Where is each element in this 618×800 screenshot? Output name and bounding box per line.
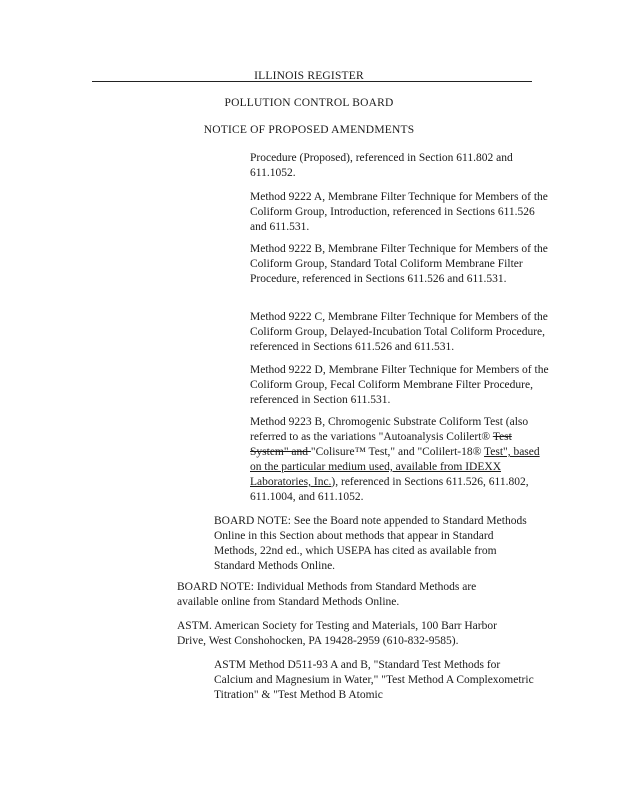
astm-method-entry: ASTM Method D511-93 A and B, "Standard Test Methods for Calcium and Magnesium in Water," "Test Method A Complexometric Titration" & "Test Method B Atomic bbox=[214, 659, 534, 701]
method-9223b-text-1: Method 9223 B, Chromogenic Substrate Coliform Test (also referred to as the variations "Autoanalysis Colilert® bbox=[250, 416, 529, 443]
method-9222a-entry: Method 9222 A, Membrane Filter Technique for Members of the Coliform Group, Introduction, referenced in Sections 611.526 and 611.531. bbox=[250, 191, 548, 233]
board-note-2: BOARD NOTE: Individual Methods from Standard Methods are available online from Standard Methods Online. bbox=[177, 581, 477, 608]
board-title: POLLUTION CONTROL BOARD bbox=[224, 97, 394, 109]
notice-title: NOTICE OF PROPOSED AMENDMENTS bbox=[203, 124, 415, 136]
struck-text: Test System" and bbox=[250, 431, 512, 458]
procedure-entry: Procedure (Proposed), referenced in Section 611.802 and 611.1052. bbox=[250, 152, 513, 179]
method-9223b-text-2: "Colisure™ Test," and "Colilert-18® bbox=[310, 446, 485, 458]
register-title: ILLINOIS REGISTER bbox=[254, 70, 364, 82]
method-9222c-entry: Method 9222 C, Membrane Filter Technique for Members of the Coliform Group, Delayed-Incubation Total Coliform Procedure, referenced in Sections 611.526 and 611.531. bbox=[250, 311, 548, 353]
inserted-text: Test", based on the particular medium used, available from IDEXX Laboratories, Inc. bbox=[250, 446, 540, 488]
method-9222b-entry: Method 9222 B, Membrane Filter Technique for Members of the Coliform Group, Standard Total Coliform Membrane Filter Procedure, referenced in Sections 611.526 and 611.531. bbox=[250, 243, 548, 285]
board-note-1: BOARD NOTE: See the Board note appended to Standard Methods Online in this Section about methods that appear in Standard Methods, 22nd ed., which USEPA has cited as available from Standard Methods Online. bbox=[214, 515, 527, 572]
astm-entry: ASTM. American Society for Testing and Materials, 100 Barr Harbor Drive, West Conshohocken, PA 19428-2959 (610-832-9585). bbox=[177, 620, 497, 647]
method-9223b-entry bbox=[250, 415, 550, 505]
method-9223b-text-3: ), referenced in Sections 611.526, 611.802, 611.1004, and 611.1052. bbox=[250, 476, 529, 503]
method-9222d-entry: Method 9222 D, Membrane Filter Technique for Members of the Coliform Group, Fecal Coliform Membrane Filter Procedure, referenced in Section 611.531. bbox=[250, 364, 549, 406]
